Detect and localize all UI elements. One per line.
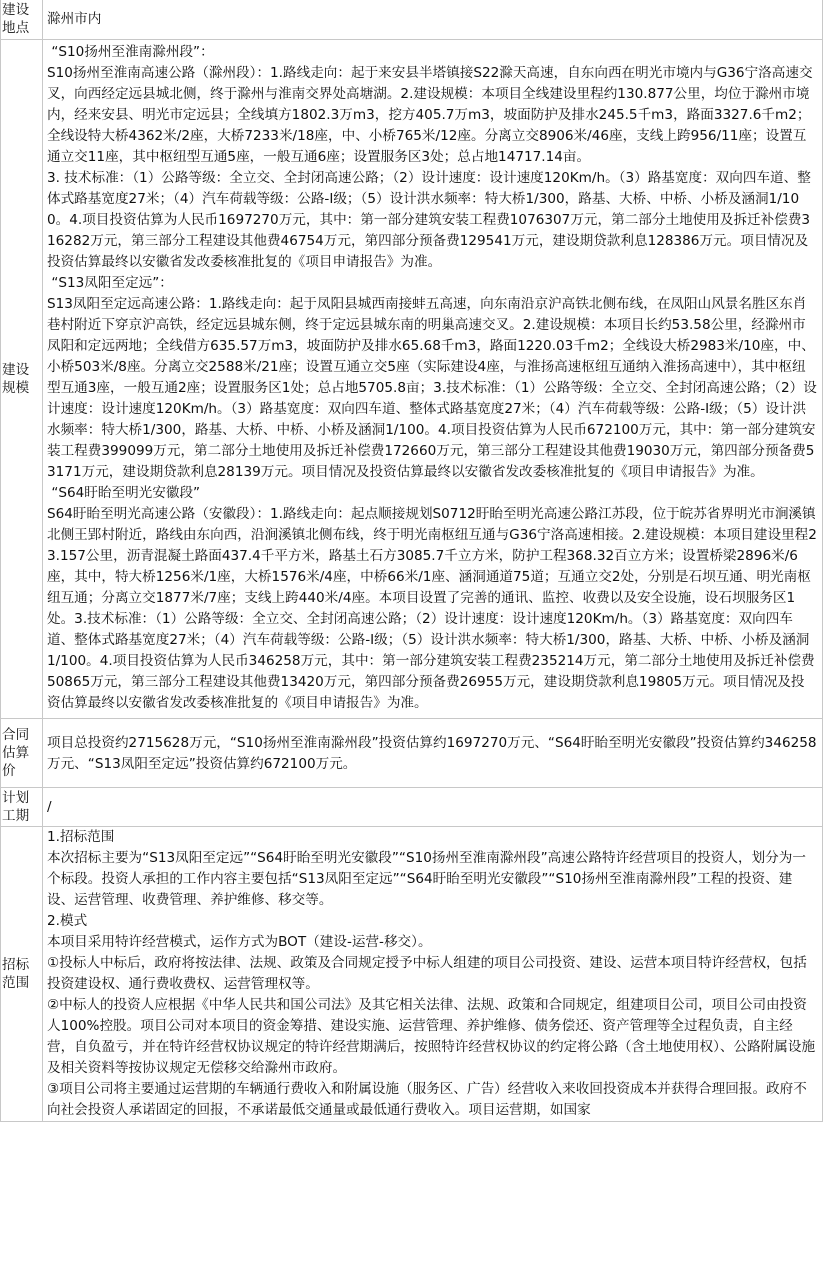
range-paragraph: 本次招标主要为“S13凤阳至定远”“S64盱眙至明光安徽段”“S10扬州至淮南滁州段”高速公路特许经营项目的投资人，划分为一个标段。投资人承担的工作内容主要包括“S13凤阳至定远”“S64盱眙至明光安徽段”“S10扬州至淮南滁州段”工程的投资、建设、运营管理、收费管理、养护维修、移交等。 [47, 850, 806, 908]
scale-s10-paragraph: S10扬州至淮南高速公路（滁州段）：1.路线走向：起于来安县半塔镇接S22滁天高速，自东向西在明光市境内与G36宁洛高速交叉，向西经定远县城北侧，终于滁州与淮南交界处高塘湖。2.建设规模：本项目全线建设里程约130.877公里，均位于滁州市境内，经来安县、明光市定远县；全线填方1802.3万m3，挖方405.7万m3，坡面防护及排水245.5千m3，路面3327.6千m2；全线设特大桥4362米/2座，大桥7233米/18座，中、小桥765米/12座。分离立交8906米/46座，支线上跨956/11座；设置互通立交11座，其中枢纽型互通5座，一般互通6座；设置服务区3处；总占地14717.14亩。 [47, 65, 813, 165]
price-label: 合同估算价 [1, 719, 43, 788]
scale-content [43, 40, 823, 719]
scale-s64-heading: “S64盱眙至明光安徽段” [47, 485, 201, 501]
mode-item-2: ②中标人的投资人应根据《中华人民共和国公司法》及其它相关法律、法规、政策和合同规定，组建项目公司，项目公司由投资人100%控股。项目公司对本项目的资金筹措、建设实施、运营管理、养护维修、债务偿还、资产管理等全过程负责，自主经营，自负盈亏，并在特许经营权协议规定的特许经营期满后，按照特许经营权协议的约定将公路（含土地使用权）、公路附属设施及相关资料等按协议规定无偿移交给滁州市政府。 [47, 997, 816, 1076]
range-heading: 1.招标范围 [47, 829, 115, 845]
scale-label: 建设规模 [1, 40, 43, 719]
range-content [43, 827, 823, 1122]
scale-s10-standards: 3. 技术标准：（1）公路等级：全立交、全封闭高速公路；（2）设计速度：设计速度120Km/h。（3）路基宽度：双向四车道、整体式路基宽度27米；（4）汽车荷载等级：公路-Ⅰ级；（5）设计洪水频率：特大桥1/300，路基、大桥、中桥、小桥及涵洞1/100。4.项目投资估算为人民币1697270万元，其中：第一部分建筑安装工程费1076307万元，第二部分土地使用及拆迁补偿费316282万元，第三部分工程建设其他费46754万元，第四部分预备费129541万元，建设期贷款利息128386万元。项目情况及投资估算最终以安徽省发改委核准批复的《项目申请报告》为准。 [47, 170, 811, 270]
row-plan [1, 788, 823, 827]
mode-item-3: ③项目公司将主要通过运营期的车辆通行费收入和附属设施（服务区、广告）经营收入来收回投资成本并获得合理回报。政府不向社会投资人承诺固定的回报，不承诺最低交通量或最低通行费收入。项目运营期，如国家 [47, 1081, 807, 1118]
range-label: 招标范围 [1, 827, 43, 1122]
plan-label: 计划工期 [1, 788, 43, 827]
price-value: 项目总投资约2715628万元，“S10扬州至淮南滁州段”投资估算约1697270万元、“S64盱眙至明光安徽段”投资估算约346258万元、“S13凤阳至定远”投资估算约672100万元。 [43, 719, 823, 788]
mode-paragraph: 本项目采用特许经营模式，运作方式为BOT（建设-运营-移交）。 [47, 934, 432, 950]
mode-heading: 2.模式 [47, 913, 88, 929]
scale-s10-heading: “S10扬州至淮南滁州段”： [47, 44, 214, 60]
row-price [1, 719, 823, 788]
scale-s13-paragraph: S13凤阳至定远高速公路：1.路线走向：起于凤阳县城西南接蚌五高速，向东南沿京沪高铁北侧布线，在凤阳山风景名胜区东肖巷村附近下穿京沪高铁，经定远县城东侧，终于定远县城东南的明巢高速交叉。2.建设规模：本项目长约53.58公里，经滁州市凤阳和定远两地；全线借方635.57万m3，坡面防护及排水65.68千m3，路面1220.03千m2；全线设大桥2983米/10座，中、小桥503米/8座。分离立交2588米/21座；设置互通立交5座（实际建设4座，与淮扬高速枢纽互通纳入淮扬高速中），其中枢纽型互通3座，一般互通2座；设置服务区1处；总占地5705.8亩；3.技术标准：（1）公路等级：全立交、全封闭高速公路；（2）设计速度：设计速度120Km/h。（3）路基宽度：双向四车道、整体式路基宽度27米；（4）汽车荷载等级：公路-Ⅰ级；（5）设计洪水频率：特大桥1/300，路基、大桥、中桥、小桥及涵洞1/100。4.项目投资估算为人民币672100万元，其中：第一部分建筑安装工程费399099万元，第二部分土地使用及拆迁补偿费172660万元，第三部分工程建设其他费19030万元，第四部分预备费53171万元，建设期贷款利息28139万元。项目情况及投资估算最终以安徽省发改委核准批复的《项目申请报告》为准。 [47, 296, 817, 480]
mode-item-1: ①投标人中标后，政府将按法律、法规、政策及合同规定授予中标人组建的项目公司投资、建设、运营本项目特许经营权，包括投资建设权、通行费收费权、运营管理权等。 [47, 955, 807, 992]
scale-s64-paragraph: S64盱眙至明光高速公路（安徽段）：1.路线走向：起点顺接规划S0712盱眙至明光高速公路江苏段，位于皖苏省界明光市涧溪镇北侧王郢村附近，路线由东向西，沿涧溪镇北侧布线，终于明光南枢纽互通与G36宁洛高速相接。2.建设规模：本项目建设里程23.157公里，沥青混凝土路面437.4千平方米，路基土石方3085.7千立方米，防护工程368.32百立方米；设置桥梁2896米/6座，其中，特大桥1256米/1座，大桥1576米/4座，中桥66米/1座、涵洞通道75道；互通立交2处，分别是石坝互通、明光南枢纽互通；分离立交1877米/7座；支线上跨440米/4座。本项目设置了完善的通讯、监控、收费以及安全设施，设石坝服务区1处。3.技术标准：（1）公路等级：全立交、全封闭高速公路；（2）设计速度：设计速度120Km/h。（3）路基宽度：双向四车道、整体式路基宽度27米；（4）汽车荷载等级：公路-Ⅰ级；（5）设计洪水频率：特大桥1/300，路基、大桥、中桥、小桥及涵洞1/100。4.项目投资估算为人民币346258万元，其中：第一部分建筑安装工程费235214万元，第二部分土地使用及拆迁补偿费50865万元，第三部分工程建设其他费13420万元，第四部分预备费26955万元，建设期贷款利息19805万元。项目情况及投资估算最终以安徽省发改委核准批复的《项目申请报告》为准。 [47, 506, 817, 711]
plan-value: / [43, 788, 823, 827]
row-site [1, 0, 823, 40]
site-value: 滁州市内 [43, 0, 823, 40]
row-scale [1, 40, 823, 719]
row-range [1, 827, 823, 1122]
site-label: 建设地点 [1, 0, 43, 40]
scale-s13-heading: “S13凤阳至定远”： [47, 275, 173, 291]
